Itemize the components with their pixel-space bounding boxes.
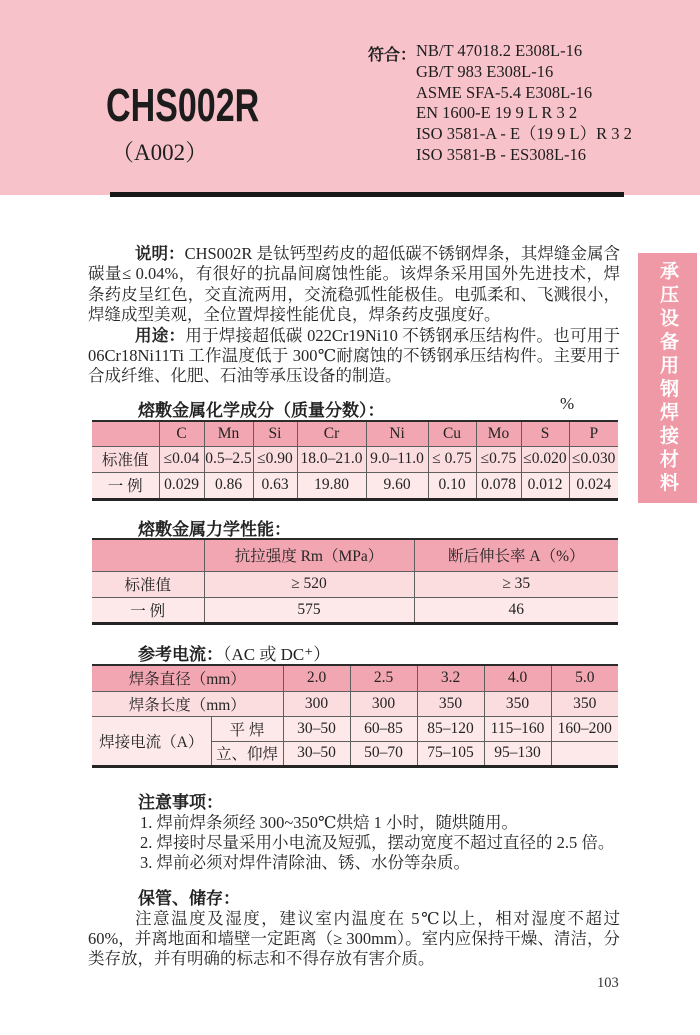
- standards-list: [416, 41, 632, 166]
- mech-table-title: 熔敷金属力学性能：: [138, 520, 291, 539]
- chem-table: [92, 420, 618, 501]
- current-table: [92, 664, 618, 768]
- usage-text: 用于焊接超低碳 022Cr19Ni10 不锈钢承压结构件。也可用于 06Cr18Ni11Ti 工作温度低于 300℃耐腐蚀的不锈钢承压结构件。主要用于合成纤维、化肥、石油等承压设备的制造。: [88, 325, 620, 386]
- mech-row-label: 标准值: [92, 571, 204, 597]
- chem-value: 0.078: [476, 472, 521, 499]
- vertical-weld-value: 75–105: [417, 741, 484, 766]
- mech-corner-cell: [92, 539, 204, 571]
- usage-paragraph: [88, 326, 620, 387]
- chem-col-header: Ni: [366, 421, 428, 446]
- mech-header-row: [92, 539, 618, 571]
- chem-col-header: C: [159, 421, 204, 446]
- notes-section: [88, 788, 620, 874]
- length-value: 300: [350, 691, 417, 716]
- chem-col-header: Mn: [204, 421, 253, 446]
- mech-standard-row: [92, 571, 618, 597]
- chem-value: 0.5–2.5: [204, 446, 253, 472]
- length-value: 350: [417, 691, 484, 716]
- current-table-title-note: （AC 或 DC⁺）: [223, 645, 331, 664]
- description-label: 说明：: [135, 245, 185, 263]
- chem-row-label: 一 例: [92, 472, 159, 499]
- length-value: 350: [484, 691, 551, 716]
- diameter-value: 2.0: [283, 665, 350, 691]
- standard-line: NB/T 47018.2 E308L-16: [416, 41, 583, 60]
- chem-col-header: Si: [253, 421, 297, 446]
- mech-value: 575: [204, 597, 414, 623]
- diameter-label: 焊条直径（mm）: [92, 665, 283, 691]
- diameter-value: 4.0: [484, 665, 551, 691]
- chem-col-header: Mo: [476, 421, 521, 446]
- mech-row-label: 一 例: [92, 597, 204, 623]
- mech-col-header: 断后伸长率 A（%）: [414, 539, 618, 571]
- chem-value: 0.10: [428, 472, 476, 499]
- flat-weld-value: 115–160: [484, 716, 551, 741]
- chem-col-header: Cr: [297, 421, 366, 446]
- notes-title: 注意事项：: [138, 793, 223, 812]
- standard-line: EN 1600-E 19 9 L R 3 2: [416, 103, 578, 123]
- chem-value: 9.60: [366, 472, 428, 499]
- page-number: 103: [597, 975, 619, 991]
- current-table-title: 参考电流：（AC 或 DC⁺）: [138, 645, 331, 664]
- length-value: 350: [551, 691, 618, 716]
- vertical-weld-value: [551, 741, 618, 766]
- diameter-value: 5.0: [551, 665, 618, 691]
- description-text: CHS002R 是钛钙型药皮的超低碳不锈钢焊条，其焊缝金属含碳量≤ 0.04%，有很好的抗晶间腐蚀性能。该焊条采用国外先进技术，焊条药皮呈红色，交直流两用，交流稳弧性能极佳。电弧柔和、飞溅很小，焊缝成型美观，全位置焊接性能优良，焊条药皮强度好。: [88, 244, 620, 325]
- chem-value: 0.012: [521, 472, 569, 499]
- mech-value: 46: [414, 597, 618, 623]
- length-row: [92, 691, 618, 716]
- note-item: 1. 焊前焊条须经 300~350℃烘焙 1 小时，随烘随用。: [140, 813, 519, 832]
- length-label: 焊条长度（mm）: [92, 691, 283, 716]
- standard-line: ISO 3581-A - E（19 9 L）R 3 2: [416, 124, 632, 144]
- chem-standard-row: [92, 446, 618, 472]
- current-label: 焊接电流（A）: [92, 716, 211, 766]
- chem-value: ≤0.030: [569, 446, 618, 472]
- mech-col-header: 抗拉强度 Rm（MPa）: [204, 539, 414, 571]
- flat-weld-row: [92, 716, 618, 741]
- standards-label: 符合：: [368, 47, 417, 64]
- chem-col-header: P: [569, 421, 618, 446]
- chem-value: 0.029: [159, 472, 204, 499]
- flat-weld-value: 160–200: [551, 716, 618, 741]
- flat-weld-value: 85–120: [417, 716, 484, 741]
- note-item: 3. 焊前必须对焊件清除油、锈、水份等杂质。: [140, 853, 470, 873]
- vertical-weld-value: 95–130: [484, 741, 551, 766]
- flat-weld-label: 平 焊: [211, 716, 283, 741]
- mech-value: ≥ 35: [414, 571, 618, 597]
- chem-value: ≤0.020: [521, 446, 569, 472]
- product-alias: （A002）: [111, 140, 209, 165]
- flat-weld-value: 30–50: [283, 716, 350, 741]
- note-item: 2. 焊接时尽量采用小电流及短弧，摆动宽度不超过直径的 2.5 倍。: [140, 833, 615, 853]
- header-rule: [110, 192, 624, 197]
- vertical-weld-label: 立、仰焊: [211, 741, 283, 766]
- chapter-side-tab: [638, 253, 697, 503]
- chem-value: ≤0.75: [476, 446, 521, 472]
- header-band: [0, 0, 700, 195]
- chem-header-row: [92, 421, 618, 446]
- diameter-row: [92, 665, 618, 691]
- chem-value: ≤ 0.75: [428, 446, 476, 472]
- chem-table-unit: %: [560, 394, 575, 413]
- chem-row-label: 标准值: [92, 446, 159, 472]
- intro-section: [88, 244, 620, 387]
- chem-example-row: [92, 472, 618, 499]
- chapter-side-tab-label: 承压设备用钢焊接材料: [657, 260, 678, 496]
- vertical-weld-value: 50–70: [350, 741, 417, 766]
- chem-value: ≤0.90: [253, 446, 297, 472]
- chem-col-header: Cu: [428, 421, 476, 446]
- standard-line: ISO 3581-B - ES308L-16: [416, 144, 587, 164]
- chem-table-title: 熔敷金属化学成分（质量分数）： %: [138, 394, 575, 420]
- chem-corner-cell: [92, 421, 159, 446]
- product-code: CHS002R: [106, 79, 260, 131]
- chem-value: ≤0.04: [159, 446, 204, 472]
- diameter-value: 2.5: [350, 665, 417, 691]
- standard-line: ASME SFA-5.4 E308L-16: [416, 82, 593, 102]
- mech-table: [92, 538, 618, 625]
- chem-value: 0.63: [253, 472, 297, 499]
- usage-label: 用途：: [135, 326, 186, 345]
- chem-value: 19.80: [297, 472, 366, 499]
- chem-col-header: S: [521, 421, 569, 446]
- storage-title: 保管、储存：: [138, 889, 240, 908]
- chem-value: 18.0–21.0: [297, 446, 366, 472]
- chem-value: 0.86: [204, 472, 253, 499]
- vertical-weld-value: 30–50: [283, 741, 350, 766]
- standard-line: GB/T 983 E308L-16: [416, 61, 554, 81]
- chem-value: 9.0–11.0: [366, 446, 428, 472]
- mech-example-row: [92, 597, 618, 623]
- storage-text: 注意温度及湿度，建议室内温度在 5℃以上，相对湿度不超过 60%，并离地面和墙壁一定距离（≥ 300mm）。室内应保持干燥、清洁，分类存放，并有明确的标志和不得存放有害介质。: [88, 909, 620, 969]
- diameter-value: 3.2: [417, 665, 484, 691]
- mech-value: ≥ 520: [204, 571, 414, 597]
- flat-weld-value: 60–85: [350, 716, 417, 741]
- description-paragraph: [88, 244, 620, 326]
- storage-section: [88, 884, 620, 970]
- chem-value: 0.024: [569, 472, 618, 499]
- length-value: 300: [283, 691, 350, 716]
